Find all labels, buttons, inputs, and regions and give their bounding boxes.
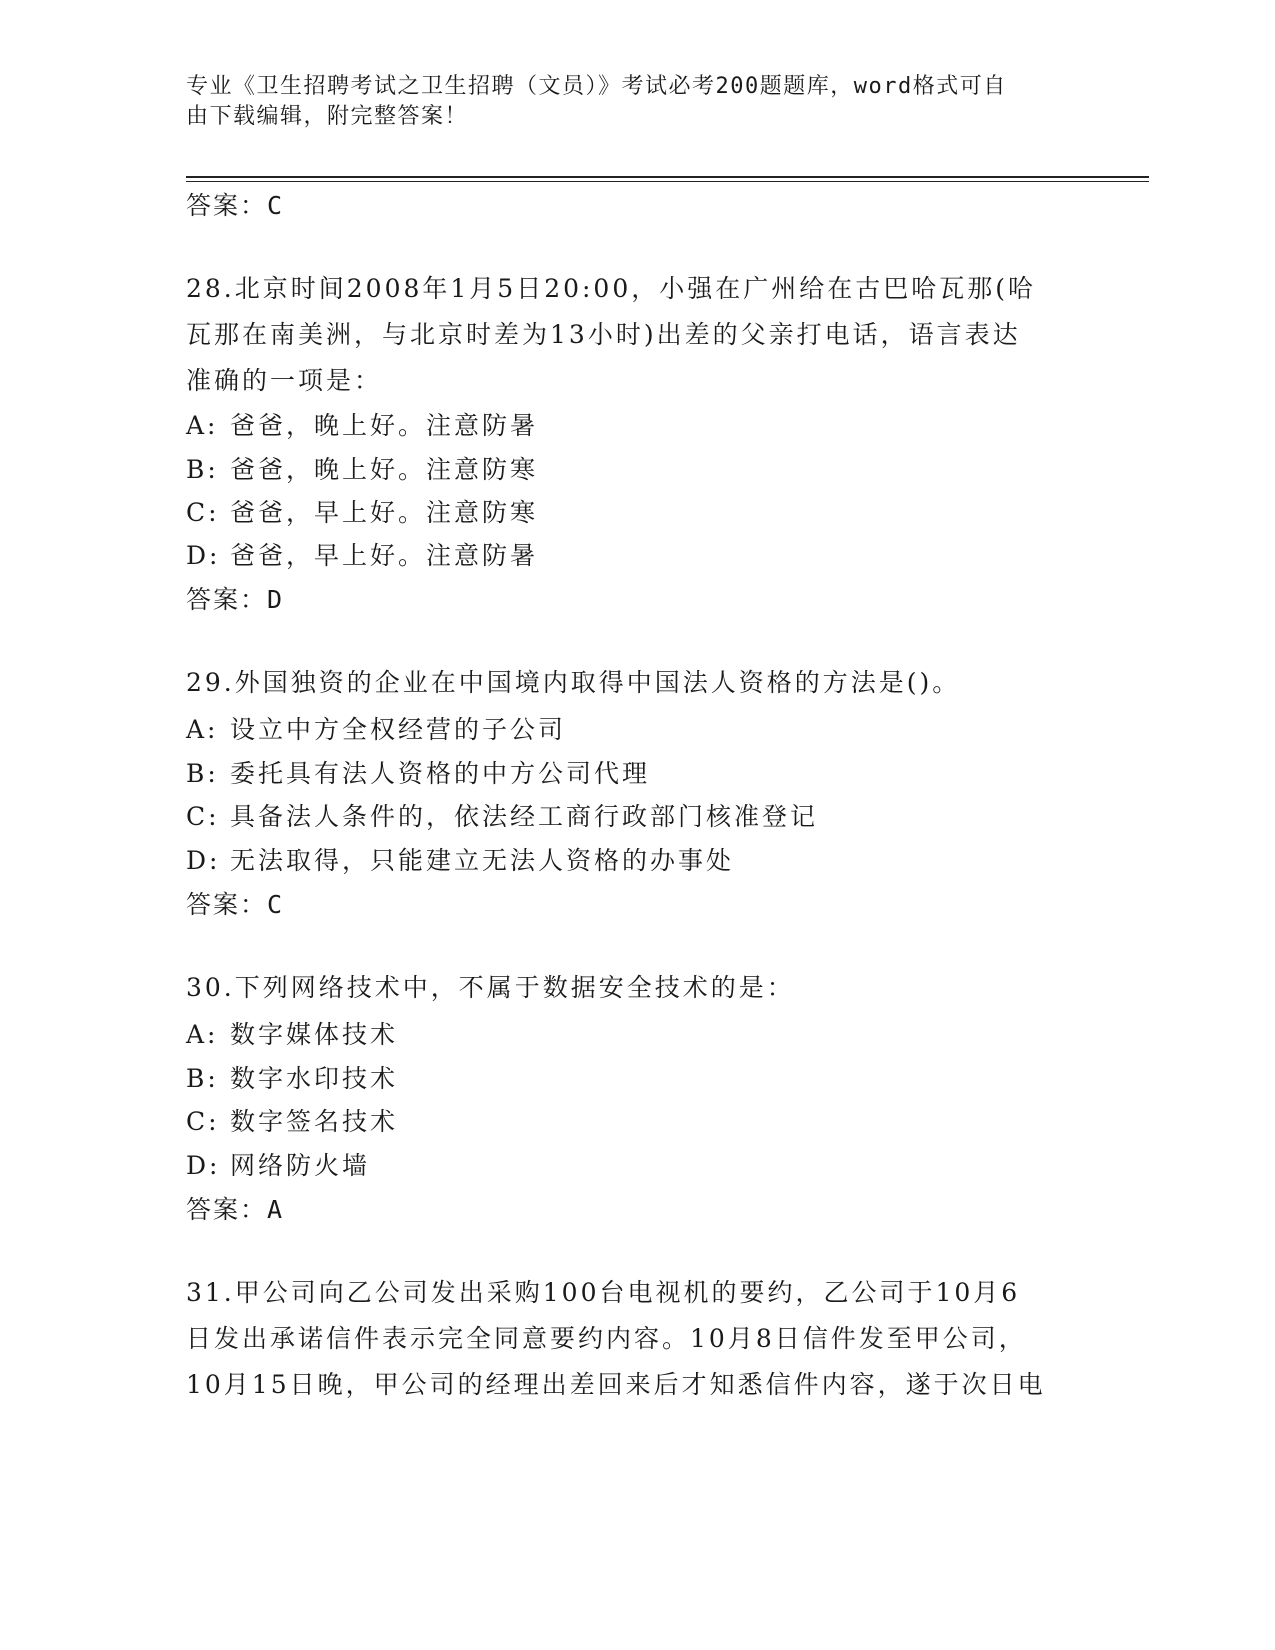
header-rule-thick (186, 176, 1149, 178)
header-rule-thin (186, 181, 1149, 182)
answer-value: C (267, 191, 285, 220)
question-29-answer (186, 885, 284, 921)
question-29-option-b (186, 754, 650, 790)
option-label: C: (186, 498, 220, 527)
stem-line: 瓦那在南美洲，与北京时差为13小时)出差的父亲打电话，语言表达 (186, 320, 1021, 349)
answer-value: A (267, 1195, 285, 1224)
question-28-option-b (186, 450, 538, 486)
answer-prefix: 答案： (186, 1195, 268, 1224)
stem-line: 29.外国独资的企业在中国境内取得中国法人资格的方法是()。 (186, 668, 961, 697)
option-label: B: (186, 1064, 219, 1093)
previous-answer (186, 186, 284, 222)
question-30-option-a (186, 1015, 398, 1051)
option-text: 数字媒体技术 (230, 1020, 399, 1049)
option-text: 爸爸，早上好。注意防暑 (230, 541, 539, 570)
stem-line: 日发出承诺信件表示完全同意要约内容。10月8日信件发至甲公司， (186, 1324, 1027, 1353)
answer-value: D (267, 585, 285, 614)
header-line-2: 由下载编辑，附完整答案！ (186, 104, 469, 129)
option-label: D: (186, 846, 221, 875)
stem-line: 10月15日晚，甲公司的经理出差回来后才知悉信件内容，遂于次日电 (186, 1370, 1046, 1399)
option-text: 爸爸，早上好。注意防寒 (230, 498, 539, 527)
stem-line: 准确的一项是： (186, 366, 383, 395)
question-28-stem (186, 266, 1086, 404)
option-text: 数字签名技术 (230, 1107, 399, 1136)
answer-prefix: 答案： (186, 890, 268, 919)
stem-line: 31.甲公司向乙公司发出采购100台电视机的要约，乙公司于10月6 (186, 1278, 1021, 1307)
question-29-stem (186, 660, 1086, 706)
option-label: A: (186, 1020, 219, 1049)
option-text: 数字水印技术 (230, 1064, 399, 1093)
question-29-option-d (186, 841, 734, 877)
option-text: 设立中方全权经营的子公司 (230, 715, 567, 744)
option-text: 网络防火墙 (230, 1151, 371, 1180)
question-29-option-c (186, 797, 818, 833)
option-text: 爸爸，晚上好。注意防寒 (230, 455, 539, 484)
option-text: 具备法人条件的，依法经工商行政部门核准登记 (230, 802, 819, 831)
header-line-1: 专业《卫生招聘考试之卫生招聘（文员）》考试必考200题题库，word格式可自 (186, 74, 1007, 99)
question-31-stem (186, 1270, 1086, 1408)
question-28-answer (186, 580, 284, 616)
option-text: 爸爸，晚上好。注意防暑 (230, 411, 539, 440)
option-text: 无法取得，只能建立无法人资格的办事处 (230, 846, 735, 875)
question-30-option-d (186, 1146, 370, 1182)
option-label: D: (186, 1151, 221, 1180)
question-28-option-d (186, 536, 538, 572)
option-label: B: (186, 759, 219, 788)
option-label: A: (186, 411, 219, 440)
option-label: D: (186, 541, 221, 570)
question-30-answer (186, 1190, 284, 1226)
answer-prefix: 答案： (186, 191, 268, 220)
question-29-option-a (186, 710, 566, 746)
option-text: 委托具有法人资格的中方公司代理 (230, 759, 651, 788)
option-label: C: (186, 802, 220, 831)
question-30-option-b (186, 1059, 398, 1095)
document-header (186, 72, 1066, 132)
stem-line: 28.北京时间2008年1月5日20:00，小强在广州给在古巴哈瓦那(哈 (186, 274, 1036, 303)
option-label: C: (186, 1107, 220, 1136)
option-label: A: (186, 715, 219, 744)
stem-line: 30.下列网络技术中，不属于数据安全技术的是： (186, 973, 795, 1002)
question-28-option-a (186, 406, 538, 442)
option-label: B: (186, 455, 219, 484)
answer-value: C (267, 890, 285, 919)
question-28-option-c (186, 493, 538, 529)
question-30-stem (186, 965, 1086, 1011)
question-30-option-c (186, 1102, 398, 1138)
answer-prefix: 答案： (186, 585, 268, 614)
